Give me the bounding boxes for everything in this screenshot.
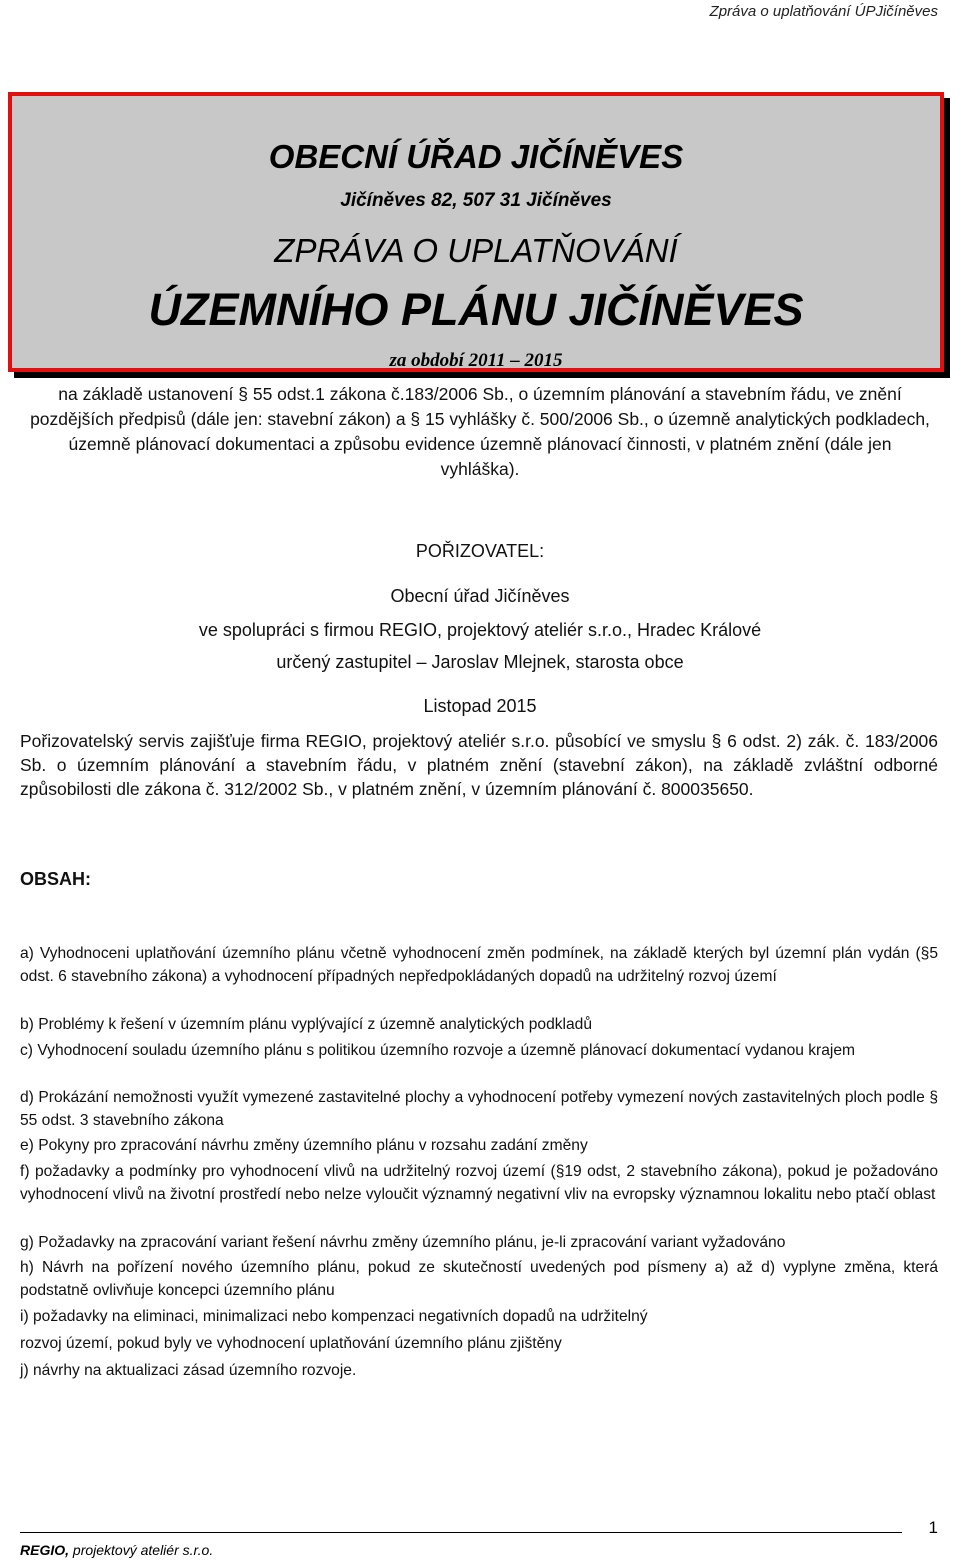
contents-item-i-cont: rozvoj území, pokud byly ve vyhodnocení uplatňování územního plánu zjištěny xyxy=(20,1335,562,1352)
report-period: za období 2011 – 2015 xyxy=(389,350,563,371)
running-header: Zpráva o uplatňování ÚPJičíněves xyxy=(709,3,938,20)
procurer-label: POŘIZOVATEL: xyxy=(415,541,545,561)
contents-item-f: f) požadavky a podmínky pro vyhodnocení vlivů na udržitelný rozvoj území (§19 odst, 2 stavebního zákona), pokud je požadováno vyhodnocení vlivů na životní prostředí nebo nelze vyloučit významný negativní vliv na evropsky významnou lokalitu nebo ptačí oblast xyxy=(20,1163,938,1203)
contents-item-h: h) Návrh na pořízení nového územního plánu, pokud ze skutečností uvedených pod písmeny a) až d) vyplyne změna, která podstatně ovlivňuje koncepci územního plánu xyxy=(20,1259,938,1299)
contents-item-d: d) Prokázání nemožnosti využít vymezené zastavitelné plochy a vyhodnocení potřeby vymezení nových zastavitelných ploch podle § 55 odst. 3 stavebního zákona xyxy=(20,1089,938,1129)
service-paragraph: Pořizovatelský servis zajišťuje firma REGIO, projektový ateliér s.r.o. působící ve smyslu § 6 odst. 2) zák. č. 183/2006 Sb. o územním plánování a stavebním řádu, v platném znění (stavební zákon), na základě zvláštní odborné způsobilosti dle zákona č. 312/2002 Sb., v platném znění, v územním plánování č. 800035650. xyxy=(20,731,938,799)
contents-item-g: g) Požadavky na zpracování variant řešení návrhu změny územního plánu, je-li zpracování variant vyžadováno xyxy=(20,1234,786,1251)
cooperation-line: ve spolupráci s firmou REGIO, projektový ateliér s.r.o., Hradec Králové xyxy=(198,620,762,640)
legal-basis-paragraph: na základě ustanovení § 55 odst.1 zákona č.183/2006 Sb., o územním plánování a stavebním řádu, ve znění pozdějších předpisů (dále jen: stavební zákon) a § 15 vyhlášky č. 500/2006 Sb., o územně analytických podkladech, územně plánovací dokumentaci a způsobu evidence územně plánovací činnosti, v platném znění (dále jen vyhláška). xyxy=(30,384,930,479)
contents-item-i: i) požadavky na eliminaci, minimalizaci nebo kompenzaci negativních dopadů na udržitelný xyxy=(20,1308,648,1325)
footer-company-rest: projektový ateliér s.r.o. xyxy=(69,1542,214,1558)
office-name: OBECNÍ ÚŘAD JIČÍNĚVES xyxy=(268,138,684,175)
footer-company-name: REGIO, xyxy=(20,1542,70,1558)
contents-item-a: a) Vyhodnoceni uplatňování územního plánu včetně vyhodnocení změn podmínek, na základě kterých byl územní plán vydán (§5 odst. 6 stavebního zákona) a vyhodnocení případných nepředpokládaných dopadů na udržitelný rozvoj území xyxy=(20,945,938,985)
footer-company xyxy=(20,1542,213,1558)
footer-divider xyxy=(20,1532,902,1533)
title-box xyxy=(8,92,944,372)
page-number: 1 xyxy=(928,1518,938,1537)
plan-title: ÚZEMNÍHO PLÁNU JIČÍNĚVES xyxy=(148,284,804,335)
representative-line: určený zastupitel – Jaroslav Mlejnek, starosta obce xyxy=(276,652,684,672)
procurer-office: Obecní úřad Jičíněves xyxy=(390,586,570,606)
document-date: Listopad 2015 xyxy=(423,696,537,716)
contents-item-c: c) Vyhodnocení souladu územního plánu s politikou územního rozvoje a územně plánovací dokumentací vydanou krajem xyxy=(20,1042,856,1059)
contents-item-e: e) Pokyny pro zpracování návrhu změny územního plánu v rozsahu zadání změny xyxy=(20,1137,588,1154)
office-address: Jičíněves 82, 507 31 Jičíněves xyxy=(340,190,612,211)
contents-item-b: b) Problémy k řešení v územním plánu vyplývající z územně analytických podkladů xyxy=(20,1016,593,1033)
report-title: ZPRÁVA O UPLATŇOVÁNÍ xyxy=(274,232,678,269)
contents-heading: OBSAH: xyxy=(20,869,91,889)
contents-item-j: j) návrhy na aktualizaci zásad územního rozvoje. xyxy=(20,1362,357,1379)
